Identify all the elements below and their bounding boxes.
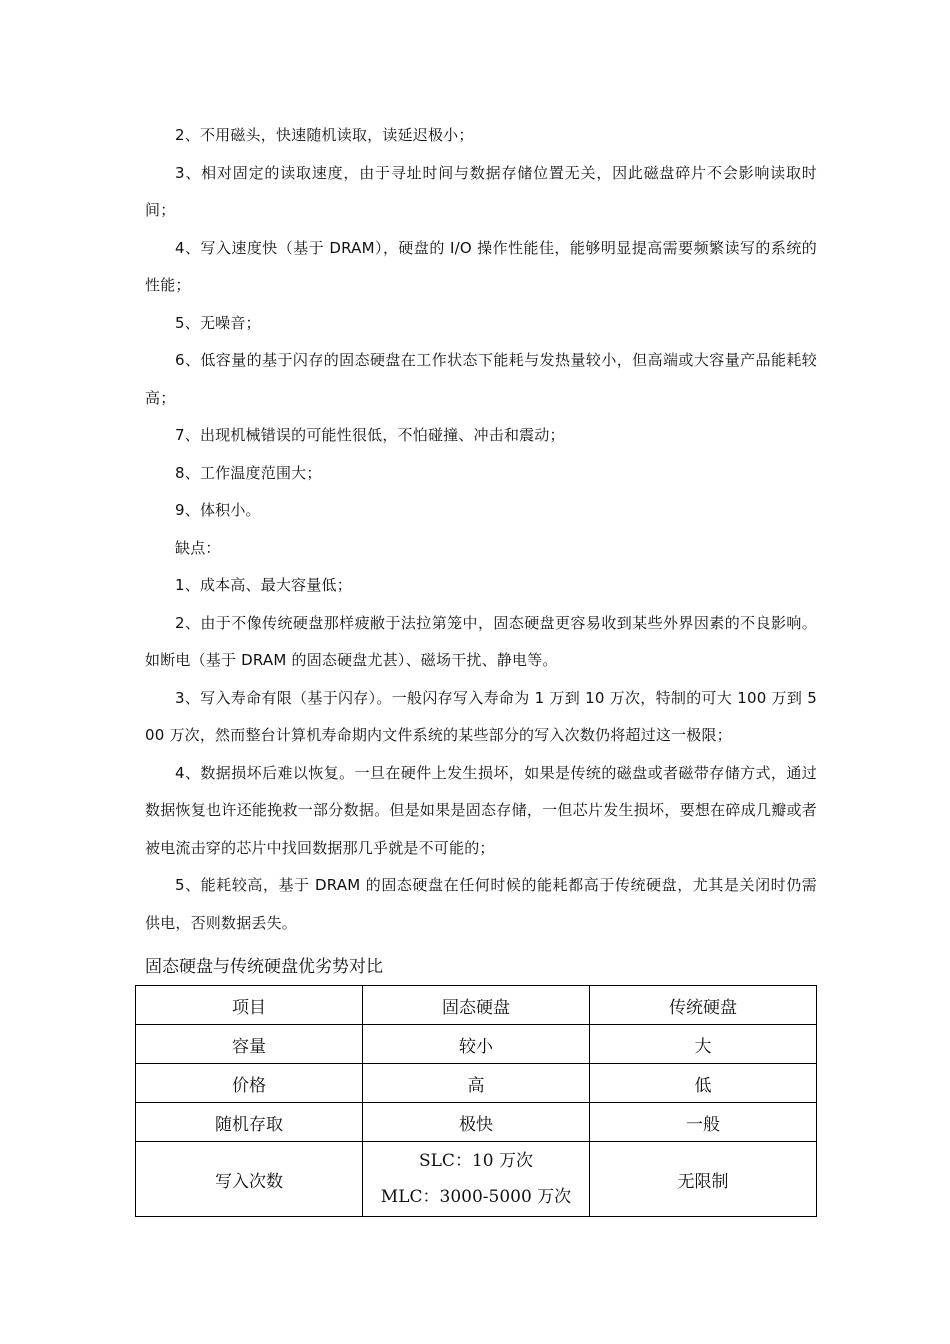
paragraph: 3、写入寿命有限（基于闪存）。一般闪存写入寿命为 1 万到 10 万次，特制的可大 100 万到 500 万次，然而整台计算机寿命期内文件系统的某些部分的写入次数仍将超过这一极限； (145, 688, 817, 744)
table-header-cell: 固态硬盘 (363, 986, 590, 1025)
table-cell: 较小 (363, 1025, 590, 1064)
table-cell: 写入次数 (136, 1142, 363, 1217)
table-caption: 固态硬盘与传统硬盘优劣势对比 (145, 957, 383, 977)
table-cell: 随机存取 (136, 1103, 363, 1142)
paragraph: 4、写入速度快（基于 DRAM），硬盘的 I/O 操作性能佳，能够明显提高需要频繁读写的系统的性能； (145, 238, 817, 294)
table-cell: 无限制 (590, 1142, 817, 1217)
table-header-cell: 项目 (136, 986, 363, 1025)
table-cell: 大 (590, 1025, 817, 1064)
paragraph: 2、不用磁头，快速随机读取，读延迟极小； (175, 126, 474, 144)
paragraph: 7、出现机械错误的可能性很低，不怕碰撞、冲击和震动； (175, 426, 565, 444)
cell-line: SLC：10 万次 (419, 1151, 533, 1171)
table-row (136, 1064, 817, 1103)
section-heading-disadvantages: 缺点： (175, 538, 221, 557)
paragraph: 2、由于不像传统硬盘那样疲敝于法拉第笼中，固态硬盘更容易收到某些外界因素的不良影响。如断电（基于 DRAM 的固态硬盘尤甚）、磁场干扰、静电等。 (145, 613, 817, 669)
table-row (136, 1142, 817, 1217)
paragraph: 5、能耗较高，基于 DRAM 的固态硬盘在任何时候的能耗都高于传统硬盘，尤其是关闭时仍需供电，否则数据丢失。 (145, 876, 817, 932)
table-cell-multiline (363, 1142, 590, 1217)
paragraph: 3、相对固定的读取速度，由于寻址时间与数据存储位置无关，因此磁盘碎片不会影响读取时间； (145, 163, 817, 219)
table-row (136, 1103, 817, 1142)
paragraph: 4、数据损坏后难以恢复。一旦在硬件上发生损坏，如果是传统的磁盘或者磁带存储方式，通过数据恢复也许还能挽救一部分数据。但是如果是固态存储，一但芯片发生损坏，要想在碎成几瓣或者被电流击穿的芯片中找回数据那几乎就是不可能的； (145, 763, 817, 857)
comparison-table (135, 985, 817, 1217)
table-cell: 价格 (136, 1064, 363, 1103)
paragraph: 5、无噪音； (175, 313, 261, 332)
table-cell: 低 (590, 1064, 817, 1103)
table-header-cell: 传统硬盘 (590, 986, 817, 1025)
table-cell: 高 (363, 1064, 590, 1103)
paragraph: 9、体积小。 (175, 501, 261, 519)
table-header-row (136, 986, 817, 1025)
table-cell: 极快 (363, 1103, 590, 1142)
body-text (145, 117, 817, 942)
paragraph: 8、工作温度范围大； (175, 463, 322, 482)
paragraph: 6、低容量的基于闪存的固态硬盘在工作状态下能耗与发热量较小，但高端或大容量产品能耗较高； (145, 351, 817, 407)
cell-line: MLC：3000-5000 万次 (380, 1187, 572, 1207)
table-row (136, 1025, 817, 1064)
paragraph: 1、成本高、最大容量低； (175, 576, 352, 594)
table-cell: 容量 (136, 1025, 363, 1064)
table-cell: 一般 (590, 1103, 817, 1142)
